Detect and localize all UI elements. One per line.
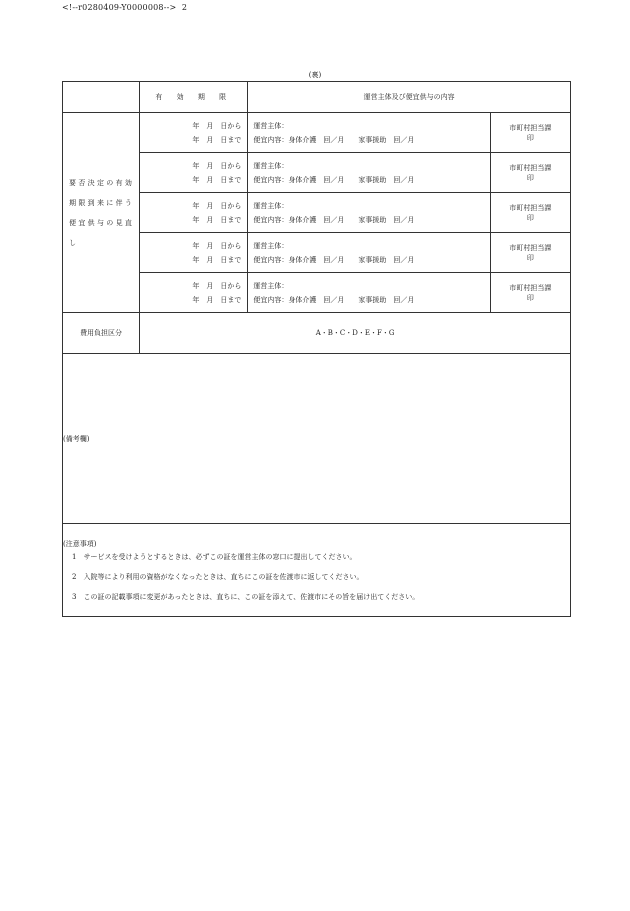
operator-line: 運営主体： bbox=[253, 121, 289, 130]
stamp-cell bbox=[490, 233, 570, 273]
remarks-cell bbox=[63, 354, 571, 524]
notes-title: (注意事項) bbox=[63, 539, 97, 548]
period-from: 年 月 日から bbox=[192, 241, 242, 250]
operator-line: 運営主体： bbox=[253, 161, 289, 170]
content-cell bbox=[248, 153, 490, 193]
period-row bbox=[63, 233, 571, 273]
note-item: 1 サービスを受けようとするときは、必ずこの証を運営主体の窓口に提出してください。 bbox=[72, 552, 357, 561]
header-row bbox=[63, 82, 571, 113]
stamp-cell bbox=[490, 153, 570, 193]
period-row bbox=[63, 193, 571, 233]
review-label: 要否決定の有効期限到来に伴う便宜供与の見直し bbox=[63, 113, 140, 313]
period-to: 年 月 日まで bbox=[192, 295, 242, 304]
header-comment: <!--r0280409-Y0000008--> bbox=[62, 3, 177, 12]
note-item: 2 入院等により利用の資格がなくなったときは、直ちにこの証を佐渡市に返してください。 bbox=[72, 572, 364, 581]
side-label: (裏) bbox=[308, 71, 322, 79]
content-cell bbox=[248, 113, 490, 153]
content-cell bbox=[248, 193, 490, 233]
stamp-seal: 印 bbox=[526, 173, 534, 182]
certificate-form-table bbox=[62, 81, 571, 617]
period-row bbox=[63, 113, 571, 153]
period-to: 年 月 日まで bbox=[192, 255, 242, 264]
cost-category-grades: A・B・C・D・E・F・G bbox=[140, 313, 571, 354]
service-content-line: 便宜内容：身体介護 回／月 家事援助 回／月 bbox=[253, 295, 415, 304]
stamp-cell bbox=[490, 193, 570, 233]
cost-category-row bbox=[63, 313, 571, 354]
service-content-line: 便宜内容：身体介護 回／月 家事援助 回／月 bbox=[253, 215, 415, 224]
period-from: 年 月 日から bbox=[192, 121, 242, 130]
header-blank-cell bbox=[63, 82, 140, 113]
stamp-seal: 印 bbox=[526, 253, 534, 262]
stamp-dept: 市町村担当課 bbox=[509, 163, 552, 172]
period-row bbox=[63, 273, 571, 313]
page-header bbox=[62, 3, 187, 12]
period-to: 年 月 日まで bbox=[192, 135, 242, 144]
notes-row bbox=[63, 524, 571, 617]
period-from: 年 月 日から bbox=[192, 201, 242, 210]
stamp-dept: 市町村担当課 bbox=[509, 203, 552, 212]
page-number: 2 bbox=[181, 3, 188, 12]
notes-cell bbox=[63, 524, 571, 617]
service-content-line: 便宜内容：身体介護 回／月 家事援助 回／月 bbox=[253, 135, 415, 144]
stamp-seal: 印 bbox=[526, 133, 534, 142]
operator-content-header: 運営主体及び便宜供与の内容 bbox=[248, 82, 571, 113]
service-content-line: 便宜内容：身体介護 回／月 家事援助 回／月 bbox=[253, 175, 415, 184]
stamp-seal: 印 bbox=[526, 293, 534, 302]
remarks-row bbox=[63, 354, 571, 524]
stamp-cell bbox=[490, 113, 570, 153]
period-row bbox=[63, 153, 571, 193]
period-cell bbox=[140, 233, 248, 273]
remarks-label: (備考欄) bbox=[63, 434, 90, 443]
operator-line: 運営主体： bbox=[253, 241, 289, 250]
validity-period-header: 有 効 期 限 bbox=[140, 82, 248, 113]
service-content-line: 便宜内容：身体介護 回／月 家事援助 回／月 bbox=[253, 255, 415, 264]
period-cell bbox=[140, 273, 248, 313]
period-from: 年 月 日から bbox=[192, 281, 242, 290]
period-to: 年 月 日まで bbox=[192, 175, 242, 184]
stamp-dept: 市町村担当課 bbox=[509, 123, 552, 132]
cost-category-label: 費用負担区分 bbox=[63, 313, 140, 354]
period-cell bbox=[140, 193, 248, 233]
period-cell bbox=[140, 113, 248, 153]
stamp-cell bbox=[490, 273, 570, 313]
note-item: 3 この証の記載事項に変更があったときは、直ちに、この証を添えて、佐渡市にその旨を届け出てください。 bbox=[72, 592, 420, 601]
content-cell bbox=[248, 233, 490, 273]
operator-line: 運営主体： bbox=[253, 201, 289, 210]
period-to: 年 月 日まで bbox=[192, 215, 242, 224]
operator-line: 運営主体： bbox=[253, 281, 289, 290]
stamp-dept: 市町村担当課 bbox=[509, 243, 552, 252]
content-cell bbox=[248, 273, 490, 313]
stamp-dept: 市町村担当課 bbox=[509, 283, 552, 292]
period-cell bbox=[140, 153, 248, 193]
stamp-seal: 印 bbox=[526, 213, 534, 222]
period-from: 年 月 日から bbox=[192, 161, 242, 170]
